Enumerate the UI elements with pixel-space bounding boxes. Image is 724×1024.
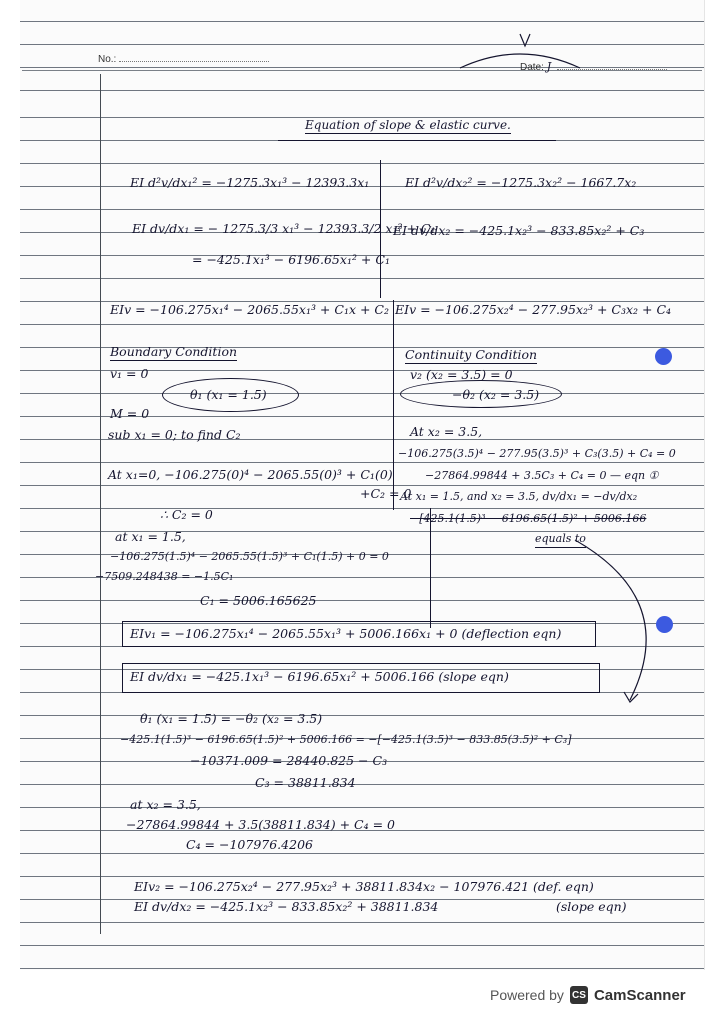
left-deflection-general: EIv = −106.275x₁⁴ − 2065.55x₁³ + C₁x + C₂: [110, 302, 390, 317]
at-both: At x₁ = 1.5, and x₂ = 3.5, dv/dx₁ = −dv/dx₂: [400, 490, 638, 503]
c1-result: C₁ = 5006.165625: [200, 593, 317, 608]
header-curve: [460, 54, 580, 68]
struck-line: −[425.1(1.5)³ − 6196.65(1.5)² + 5006.166: [410, 512, 647, 525]
boundary-3: M = 0: [110, 406, 150, 421]
c4-step: −27864.99844 + 3.5(38811.834) + C₄ = 0: [126, 817, 395, 832]
slope-eqn-2: EI dv/dx₂ = −425.1x₂³ − 833.85x₂² + 38811.834: [134, 899, 439, 914]
left-slope-integral: EI dv/dx₁ = − 1275.3/3 x₁³ − 12393.3/2 x₁² + C₁: [132, 221, 436, 236]
curved-arrow: [575, 540, 646, 700]
theta-expanded: −425.1(1.5)³ − 6196.65(1.5)² + 5006.166 = −[−425.1(3.5)³ − 833.85(3.5)² + C₃]: [120, 733, 572, 746]
deflection-eqn-1: EIv₁ = −106.275x₁⁴ − 2065.55x₁³ + 5006.166x₁ + 0 (deflection eqn): [130, 626, 562, 641]
equals-to: equals to: [535, 532, 586, 548]
deflection-eqn-2: EIv₂ = −106.275x₂⁴ − 277.95x₂³ + 38811.834x₂ − 107976.421 (def. eqn): [134, 879, 594, 894]
date-label: Date:: [520, 62, 544, 73]
camscanner-logo-icon: CS: [570, 986, 588, 1004]
slope-eqn-1: EI dv/dx₁ = −425.1x₁³ − 6196.65x₁² + 5006.166 (slope eqn): [130, 669, 509, 684]
powered-by-text: Powered by: [490, 987, 564, 1003]
page-title: Equation of slope & elastic curve.: [305, 118, 511, 132]
eq-x15: −106.275(1.5)⁴ − 2065.55(1.5)³ + C₁(1.5) + 0 = 0: [110, 550, 389, 563]
slope-eqn-2-tag: (slope eqn): [556, 899, 627, 914]
right-second-derivative: EI d²v/dx₂² = −1275.3x₂² − 1667.7x₂: [405, 175, 637, 190]
theta-equality: θ₁ (x₁ = 1.5) = −θ₂ (x₂ = 3.5): [140, 711, 323, 726]
c3-step: −10371.009 = 28440.825 − C₃: [190, 753, 388, 768]
camscanner-brand: CamScanner: [593, 986, 686, 1004]
boundary-title: Boundary Condition: [110, 344, 238, 359]
eq-x15b: −7509.248438 = −1.5C₁: [95, 570, 234, 583]
boundary-2: θ₁ (x₁ = 1.5): [190, 387, 267, 402]
right-slope-integral: EI dv/dx₂ = −425.1x₂³ − 833.85x₂² + C₃: [393, 223, 645, 238]
continuity-2: −θ₂ (x₂ = 3.5): [452, 387, 540, 402]
c4-result: C₄ = −107976.4206: [186, 837, 313, 852]
left-slope-simplified: = −425.1x₁³ − 6196.65x₁² + C₁: [192, 252, 390, 267]
continuity-1: v₂ (x₂ = 3.5) = 0: [410, 367, 513, 382]
date-value: J: [546, 60, 552, 73]
right-deflection-general: EIv = −106.275x₂⁴ − 277.95x₂³ + C₃x₂ + C₄: [395, 302, 672, 317]
continuity-title: Continuity Condition: [405, 347, 538, 362]
left-second-derivative: EI d²v/dx₁² = −1275.3x₁³ − 12393.3x₁: [130, 175, 370, 190]
at-x15: at x₁ = 1.5,: [115, 529, 186, 544]
at-x0: At x₁=0, −106.275(0)⁴ − 2065.55(0)³ + C₁(0): [108, 467, 393, 482]
camscanner-footer: [490, 986, 686, 1004]
at-x35: At x₂ = 3.5,: [410, 424, 483, 439]
eq-x35: −106.275(3.5)⁴ − 277.95(3.5)³ + C₃(3.5) + C₄ = 0: [398, 447, 676, 460]
at-x35-bottom: at x₂ = 3.5,: [130, 797, 201, 812]
eq-x35b: −27864.99844 + 3.5C₃ + C₄ = 0 — eqn ①: [425, 469, 659, 482]
c2-tail: +C₂ = 0: [360, 486, 412, 501]
c3-result: C₃ = 38811.834: [255, 775, 356, 790]
c2-result: ∴ C₂ = 0: [160, 507, 213, 522]
no-label: No.:: [98, 54, 117, 65]
sub-text: sub x₁ = 0; to find C₂: [108, 427, 241, 442]
boundary-1: v₁ = 0: [110, 366, 149, 381]
tick-arrow: [520, 34, 530, 46]
